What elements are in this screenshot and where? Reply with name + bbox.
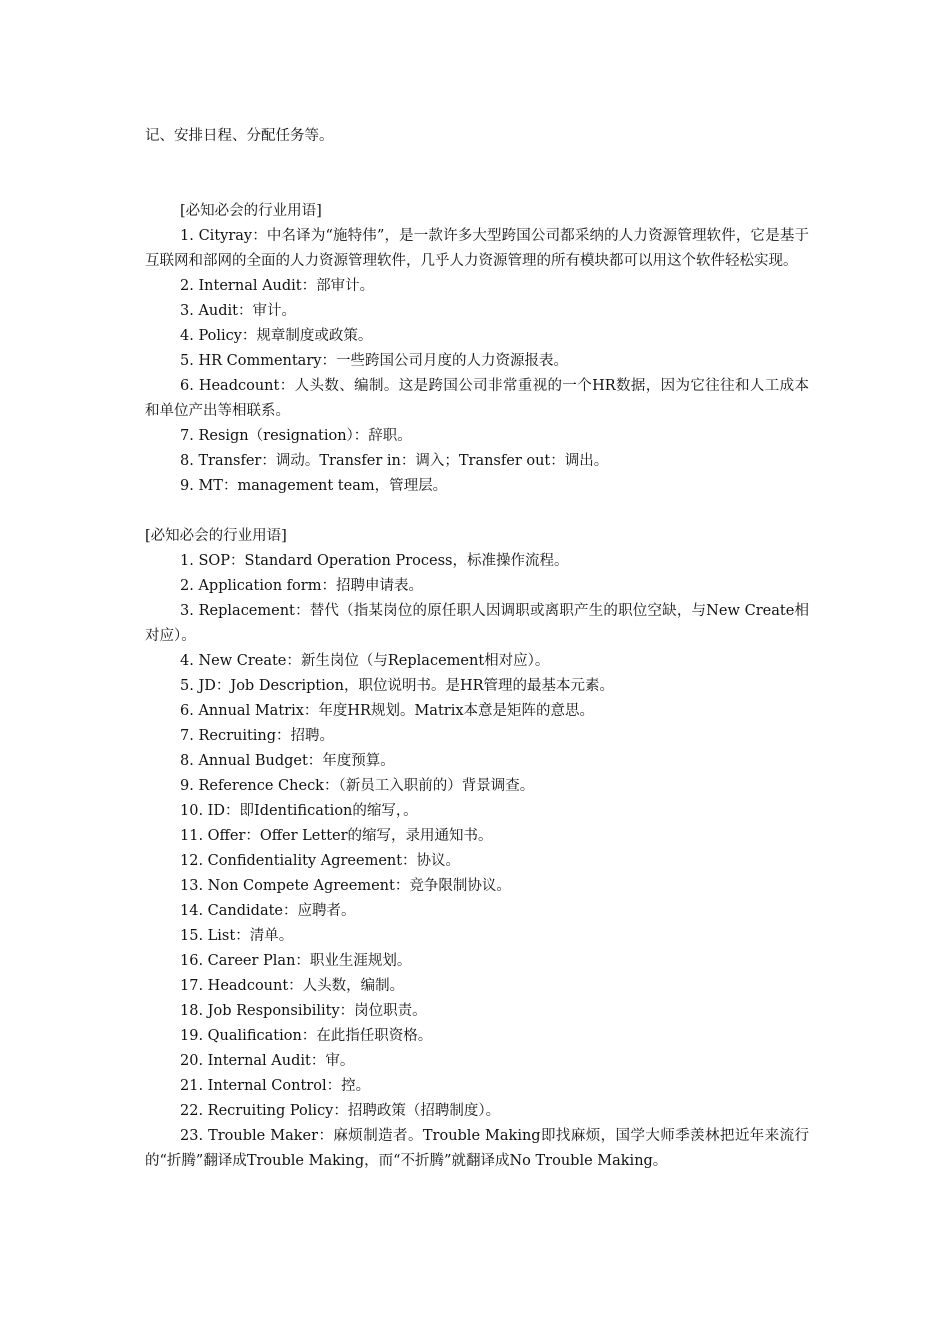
section2-item-2: 2. Application form：招聘申请表。 — [180, 578, 423, 594]
section1-item-8: 8. Transfer：调动。Transfer in：调入；Transfer out：调出。 — [180, 453, 609, 469]
section2-item-16: 16. Career Plan：职业生涯规划。 — [180, 953, 412, 969]
section2-item-21: 21. Internal Control：控。 — [180, 1078, 371, 1094]
section2-item-4: 4. New Create：新生岗位（与Replacement相对应）。 — [180, 653, 550, 669]
section1-item-9: 9. MT：management team，管理层。 — [180, 478, 448, 494]
section2-item-18: 18. Job Responsibility：岗位职责。 — [180, 1003, 427, 1019]
section1-heading: [必知必会的行业用语] — [180, 203, 322, 219]
section2-item-15: 15. List：清单。 — [180, 928, 294, 944]
section2-item-10: 10. ID：即Identification的缩写，。 — [180, 803, 418, 819]
section2-item-22: 22. Recruiting Policy：招聘政策（招聘制度）。 — [180, 1103, 501, 1119]
section2-item-20: 20. Internal Audit：审。 — [180, 1053, 355, 1069]
section1-item-2: 2. Internal Audit：部审计。 — [180, 278, 375, 294]
section1-item-1: 1. Cityray：中名译为“施特伟”，是一款许多大型跨国公司都采纳的人力资源管理软件，它是基于互联网和部网的全面的人力资源管理软件，几乎人力资源管理的所有模块都可以用这个软件轻松实现。 — [145, 228, 809, 269]
section1-item-4: 4. Policy：规章制度或政策。 — [180, 328, 373, 344]
section1-item-3: 3. Audit：审计。 — [180, 303, 296, 319]
section2-item-13: 13. Non Compete Agreement：竞争限制协议。 — [180, 878, 511, 894]
spacer — [145, 499, 809, 524]
section2-item-23: 23. Trouble Maker：麻烦制造者。Trouble Making即找麻烦，国学大师季羡林把近年来流行的“折腾”翻译成Trouble Making，而“不折腾”就翻译成No Trouble Making。 — [145, 1128, 809, 1169]
section2-item-12: 12. Confidentiality Agreement：协议。 — [180, 853, 461, 869]
section2-item-6: 6. Annual Matrix：年度HR规划。Matrix本意是矩阵的意思。 — [180, 703, 595, 719]
spacer — [145, 149, 809, 199]
section1-item-5: 5. HR Commentary：一些跨国公司月度的人力资源报表。 — [180, 353, 568, 369]
document-body — [145, 124, 809, 1174]
section2-item-7: 7. Recruiting：招聘。 — [180, 728, 335, 744]
section2-item-17: 17. Headcount：人头数，编制。 — [180, 978, 405, 994]
section2-item-3: 3. Replacement：替代（指某岗位的原任职人因调职或离职产生的职位空缺，与New Create相对应）。 — [145, 603, 809, 644]
section2-item-11: 11. Offer：Offer Letter的缩写，录用通知书。 — [180, 828, 493, 844]
intro-line: 记、安排日程、分配任务等。 — [145, 128, 334, 144]
section1-item-6: 6. Headcount：人头数、编制。这是跨国公司非常重视的一个HR数据，因为它往往和人工成本和单位产出等相联系。 — [145, 378, 809, 419]
section2-item-9: 9. Reference Check：（新员工入职前的）背景调查。 — [180, 778, 535, 794]
section2-item-1: 1. SOP：Standard Operation Process，标准操作流程。 — [180, 553, 569, 569]
section1-item-7: 7. Resign（resignation）：辞职。 — [180, 428, 412, 444]
section2-item-14: 14. Candidate：应聘者。 — [180, 903, 356, 919]
section2-item-8: 8. Annual Budget：年度预算。 — [180, 753, 395, 769]
section2-heading: [必知必会的行业用语] — [145, 528, 287, 544]
section2-item-19: 19. Qualification：在此指任职资格。 — [180, 1028, 433, 1044]
section2-item-5: 5. JD：Job Description，职位说明书。是HR管理的最基本元素。 — [180, 678, 615, 694]
